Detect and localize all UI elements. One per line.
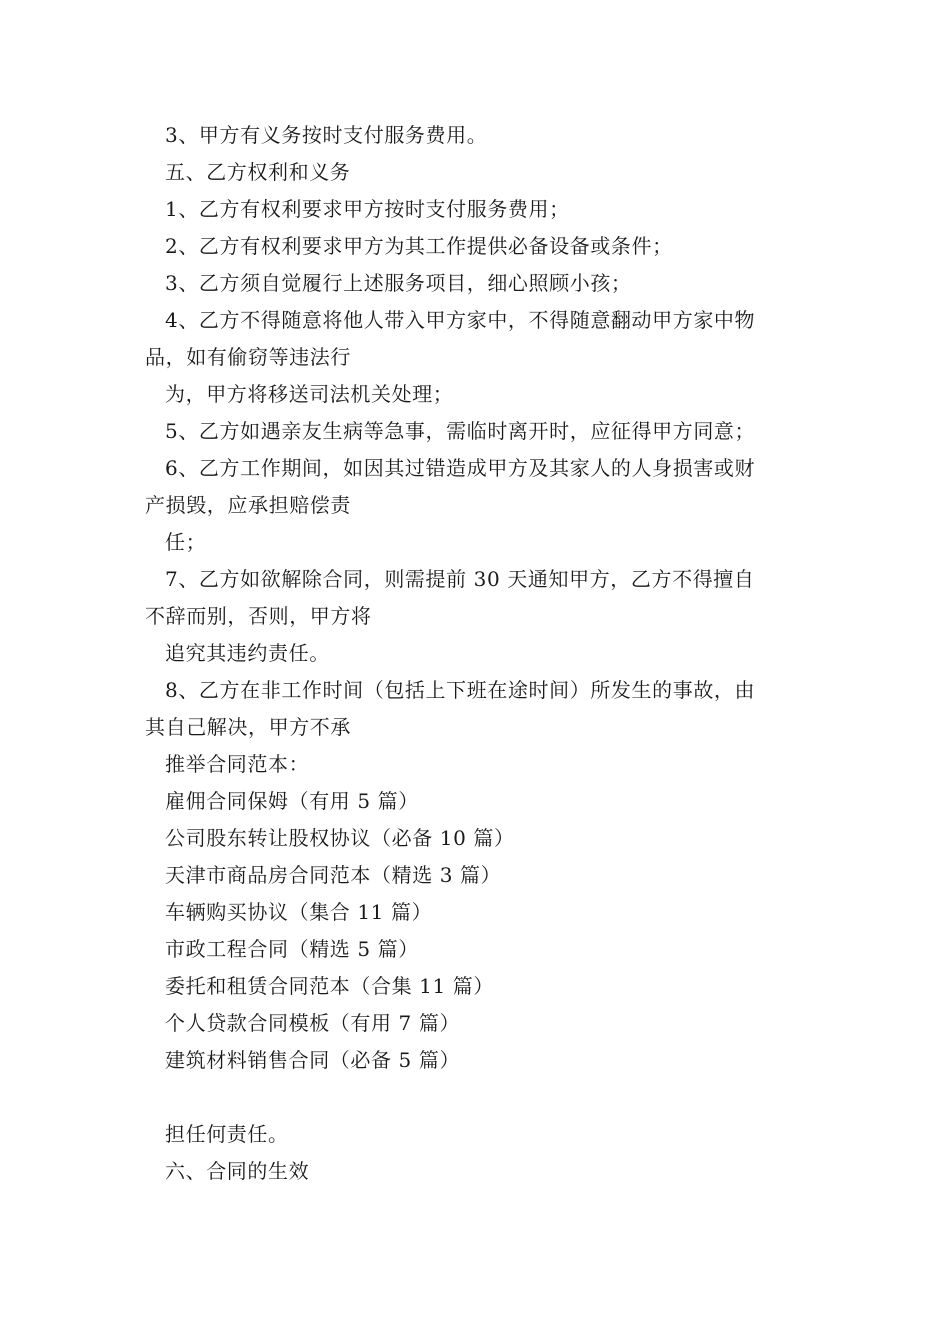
clause-line: 7、乙方如欲解除合同，则需提前 30 天通知甲方，乙方不得擅自: [165, 567, 755, 591]
clause-line-wrap: 产损毁，应承担赔偿责: [145, 493, 351, 517]
clause-line: 5、乙方如遇亲友生病等急事，需临时离开时，应征得甲方同意；: [165, 419, 756, 443]
clause-line: 1、乙方有权利要求甲方按时支付服务费用；: [165, 197, 570, 221]
recommended-item: 雇佣合同保姆（有用 5 篇）: [165, 789, 419, 813]
section-heading: 六、合同的生效: [165, 1159, 310, 1183]
recommended-item: 建筑材料销售合同（必备 5 篇）: [165, 1048, 461, 1072]
recommended-item: 天津市商品房合同范本（精选 3 篇）: [165, 863, 502, 887]
clause-line: 3、乙方须自觉履行上述服务项目，细心照顾小孩；: [165, 271, 632, 295]
document-body: [145, 117, 810, 1190]
clause-line: 追究其违约责任。: [165, 641, 330, 665]
clause-line: 任；: [165, 530, 207, 554]
clause-line: 2、乙方有权利要求甲方为其工作提供必备设备或条件；: [165, 234, 673, 258]
blank-line: [145, 1079, 810, 1116]
clause-line-wrap: 品，如有偷窃等违法行: [145, 345, 351, 369]
recommended-item: 个人贷款合同模板（有用 7 篇）: [165, 1011, 461, 1035]
clause-line-wrap: 其自己解决，甲方不承: [145, 715, 351, 739]
clause-line-wrap: 不辞而别，否则，甲方将: [145, 604, 372, 628]
recommended-heading: 推举合同范本：: [165, 752, 310, 776]
recommended-item: 公司股东转让股权协议（必备 10 篇）: [165, 826, 515, 850]
section-heading: 五、乙方权利和义务: [165, 160, 351, 184]
clause-line: 4、乙方不得随意将他人带入甲方家中，不得随意翻动甲方家中物: [165, 308, 756, 332]
clause-line: 3、甲方有义务按时支付服务费用。: [165, 123, 488, 147]
clause-line: 8、乙方在非工作时间（包括上下班在途时间）所发生的事故，由: [165, 678, 756, 702]
clause-line: 6、乙方工作期间，如因其过错造成甲方及其家人的人身损害或财: [165, 456, 756, 480]
recommended-item: 车辆购买协议（集合 11 篇）: [165, 900, 433, 924]
recommended-item: 市政工程合同（精选 5 篇）: [165, 937, 419, 961]
clause-line: 为，甲方将移送司法机关处理；: [165, 382, 454, 406]
recommended-item: 委托和租赁合同范本（合集 11 篇）: [165, 974, 494, 998]
clause-line: 担任何责任。: [165, 1122, 289, 1146]
